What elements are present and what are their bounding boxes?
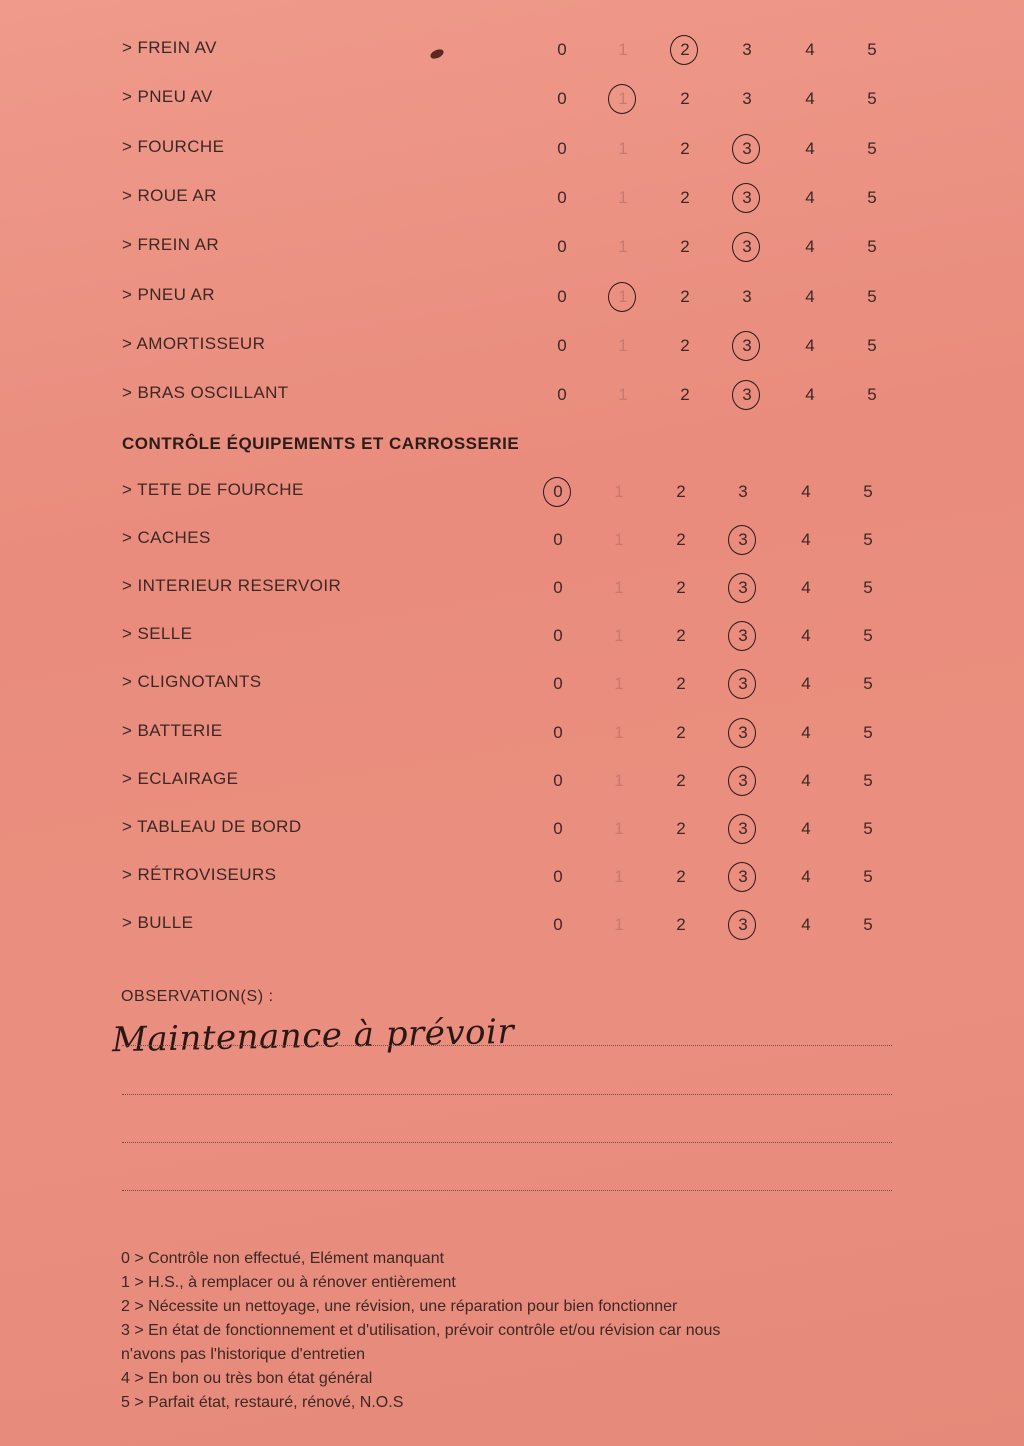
rating-score: 1 (614, 482, 624, 501)
rating-row (0, 664, 1024, 704)
rating-score-selected: 3 (733, 381, 761, 409)
rating-score: 2 (680, 138, 690, 158)
rating-score: 1 (614, 530, 624, 550)
legend-line: 0 > Contrôle non effectué, Elément manquant (121, 1250, 445, 1267)
rating-score: 4 (805, 286, 815, 306)
rating-score-selected: 3 (733, 184, 761, 212)
rating-scale (0, 809, 1024, 849)
rating-score: 0 (553, 866, 563, 886)
rating-score-selected: 3 (729, 863, 757, 891)
rating-score-selected: 3 (733, 233, 761, 261)
rating-score: 1 (618, 335, 628, 355)
section-title: CONTRÔLE ÉQUIPEMENTS ET CARROSSERIE (122, 434, 520, 453)
rating-score: 1 (618, 187, 628, 207)
rating-row (0, 905, 1024, 945)
rating-score: 2 (676, 914, 686, 934)
rating-score: 4 (801, 722, 811, 742)
rating-score: 4 (805, 237, 815, 257)
rating-row-label: > CACHES (122, 528, 211, 548)
rating-row (0, 277, 1024, 317)
rating-score: 0 (557, 237, 567, 257)
observation-line (122, 1045, 892, 1046)
rating-score: 5 (867, 187, 877, 207)
rating-scale (0, 472, 1024, 512)
rating-score-selected: 3 (729, 574, 757, 602)
rating-score: 2 (680, 385, 690, 405)
rating-score: 0 (557, 40, 567, 59)
rating-scale (0, 178, 1024, 218)
rating-score: 3 (742, 40, 752, 59)
rating-score: 0 (557, 335, 567, 355)
rating-score-selected: 1 (609, 283, 637, 311)
rating-score: 4 (801, 818, 811, 838)
rating-score: 2 (680, 286, 690, 306)
rating-score: 5 (867, 385, 877, 405)
rating-score-selected: 3 (729, 815, 757, 843)
rating-row-label: > FREIN AR (122, 235, 220, 255)
rating-score: 4 (805, 40, 815, 59)
rating-score-selected: 3 (729, 767, 757, 795)
rating-row (0, 30, 1024, 70)
rating-score: 2 (680, 335, 690, 355)
rating-score: 3 (742, 89, 752, 109)
rating-row-label: > INTERIEUR RESERVOIR (122, 576, 342, 596)
rating-score: 1 (614, 626, 624, 646)
rating-row (0, 79, 1024, 119)
rating-row (0, 375, 1024, 415)
rating-score: 5 (867, 89, 877, 109)
rating-score: 2 (676, 482, 686, 501)
rating-scale (0, 761, 1024, 801)
rating-score: 2 (676, 578, 686, 598)
rating-score-selected: 3 (729, 719, 757, 747)
rating-scale (0, 857, 1024, 897)
rating-score-selected: 3 (729, 670, 757, 698)
rating-scale (0, 375, 1024, 415)
rating-score: 1 (618, 40, 628, 59)
rating-scale (0, 277, 1024, 317)
rating-score: 3 (738, 482, 748, 501)
rating-row-label: > ROUE AR (122, 185, 217, 205)
rating-score: 5 (867, 286, 877, 306)
rating-score: 3 (742, 286, 752, 306)
rating-row (0, 616, 1024, 656)
rating-row-label: > CLIGNOTANTS (122, 672, 262, 692)
rating-row (0, 857, 1024, 897)
rating-score: 0 (553, 722, 563, 742)
rating-score-selected: 3 (733, 135, 761, 163)
rating-score: 4 (805, 385, 815, 405)
rating-score: 0 (553, 674, 563, 694)
rating-row (0, 178, 1024, 218)
rating-score: 0 (553, 770, 563, 790)
rating-row-label: > RÉTROVISEURS (122, 864, 277, 884)
rating-scale (0, 79, 1024, 119)
rating-score: 4 (801, 578, 811, 598)
rating-row (0, 568, 1024, 608)
rating-score-selected: 3 (729, 526, 757, 554)
observation-line (122, 1142, 892, 1143)
rating-row-label: > TETE DE FOURCHE (122, 480, 304, 499)
legend-line: 2 > Nécessite un nettoyage, une révision, une réparation pour bien fonctionner (121, 1298, 678, 1315)
rating-score: 2 (676, 530, 686, 550)
rating-scale (0, 568, 1024, 608)
rating-score: 1 (614, 674, 624, 694)
legend-line: 1 > H.S., à remplacer ou à rénover entièrement (121, 1274, 456, 1291)
rating-score: 2 (676, 866, 686, 886)
legend-line: n'avons pas l'historique d'entretien (121, 1346, 365, 1363)
rating-score-selected: 0 (544, 478, 572, 506)
rating-scale (0, 30, 1024, 70)
legend-line: 4 > En bon ou très bon état général (121, 1370, 373, 1387)
rating-row (0, 472, 1024, 512)
rating-row-label: > FOURCHE (122, 136, 225, 156)
rating-score: 2 (676, 626, 686, 646)
rating-score: 4 (801, 914, 811, 934)
rating-score: 1 (614, 914, 624, 934)
rating-score: 2 (676, 674, 686, 694)
legend-line: 3 > En état de fonctionnement et d'utilisation, prévoir contrôle et/ou révision car nous (121, 1322, 721, 1339)
observation-handwritten-text: Maintenance à prévoir (111, 1011, 515, 1061)
rating-score: 0 (557, 385, 567, 405)
rating-scale (0, 227, 1024, 267)
rating-score: 5 (867, 237, 877, 257)
rating-score: 2 (680, 89, 690, 109)
rating-score: 2 (676, 722, 686, 742)
rating-scale (0, 713, 1024, 753)
rating-scale (0, 664, 1024, 704)
rating-score: 5 (863, 914, 873, 934)
observation-line (122, 1190, 892, 1191)
rating-score: 0 (553, 530, 563, 550)
rating-score: 4 (801, 866, 811, 886)
rating-row-label: > AMORTISSEUR (122, 333, 266, 353)
scoring-legend (121, 1247, 921, 1415)
rating-row-label: > PNEU AR (122, 284, 215, 304)
rating-scale (0, 520, 1024, 560)
rating-score: 0 (557, 89, 567, 109)
rating-score: 5 (863, 626, 873, 646)
rating-row-label: > SELLE (122, 624, 193, 644)
rating-row (0, 129, 1024, 169)
rating-row-label: > BULLE (122, 912, 194, 932)
rating-row (0, 809, 1024, 849)
rating-score: 1 (618, 385, 628, 405)
rating-scale (0, 129, 1024, 169)
rating-score: 5 (863, 530, 873, 550)
rating-score: 5 (863, 770, 873, 790)
rating-score-selected: 2 (671, 36, 699, 64)
rating-score: 2 (680, 237, 690, 257)
rating-score: 4 (801, 482, 811, 501)
rating-row-label: > FREIN AV (122, 38, 217, 57)
rating-score: 2 (676, 818, 686, 838)
rating-score: 1 (614, 578, 624, 598)
legend-line: 5 > Parfait état, restauré, rénové, N.O.S (121, 1394, 404, 1411)
rating-score: 1 (614, 770, 624, 790)
rating-score: 4 (805, 335, 815, 355)
rating-score: 5 (863, 674, 873, 694)
rating-row (0, 326, 1024, 366)
rating-score: 4 (805, 89, 815, 109)
rating-score: 2 (676, 770, 686, 790)
rating-row-label: > PNEU AV (122, 87, 213, 107)
rating-score-selected: 3 (729, 911, 757, 939)
rating-score: 4 (801, 770, 811, 790)
observation-line (122, 1094, 892, 1095)
rating-score: 5 (867, 138, 877, 158)
rating-score: 5 (867, 335, 877, 355)
rating-score-selected: 3 (733, 332, 761, 360)
rating-scale (0, 616, 1024, 656)
rating-score: 1 (614, 818, 624, 838)
rating-score: 2 (680, 187, 690, 207)
rating-score: 5 (863, 722, 873, 742)
rating-score: 4 (801, 530, 811, 550)
rating-score: 4 (805, 187, 815, 207)
rating-score: 4 (805, 138, 815, 158)
rating-scale (0, 326, 1024, 366)
rating-score: 1 (618, 138, 628, 158)
rating-score: 0 (557, 187, 567, 207)
rating-row (0, 761, 1024, 801)
rating-score: 4 (801, 626, 811, 646)
rating-row (0, 713, 1024, 753)
rating-score: 0 (557, 286, 567, 306)
observations-title: OBSERVATION(S) : (121, 988, 274, 1005)
rating-score-selected: 1 (609, 85, 637, 113)
rating-score: 5 (867, 40, 877, 59)
rating-score: 0 (553, 914, 563, 934)
rating-score: 0 (553, 578, 563, 598)
rating-score: 0 (553, 818, 563, 838)
rating-score: 0 (557, 138, 567, 158)
rating-row (0, 227, 1024, 267)
rating-score: 5 (863, 818, 873, 838)
rating-row-label: > BRAS OSCILLANT (122, 383, 289, 403)
rating-row-label: > ECLAIRAGE (122, 768, 239, 788)
rating-score: 4 (801, 674, 811, 694)
rating-score: 1 (614, 866, 624, 886)
rating-score: 1 (614, 722, 624, 742)
rating-score: 1 (618, 237, 628, 257)
rating-scale (0, 905, 1024, 945)
rating-row (0, 520, 1024, 560)
rating-score: 0 (553, 626, 563, 646)
rating-score: 5 (863, 482, 873, 501)
rating-score: 5 (863, 578, 873, 598)
rating-row-label: > BATTERIE (122, 720, 223, 740)
rating-score: 5 (863, 866, 873, 886)
rating-score-selected: 3 (729, 622, 757, 650)
rating-row-label: > TABLEAU DE BORD (122, 816, 302, 836)
